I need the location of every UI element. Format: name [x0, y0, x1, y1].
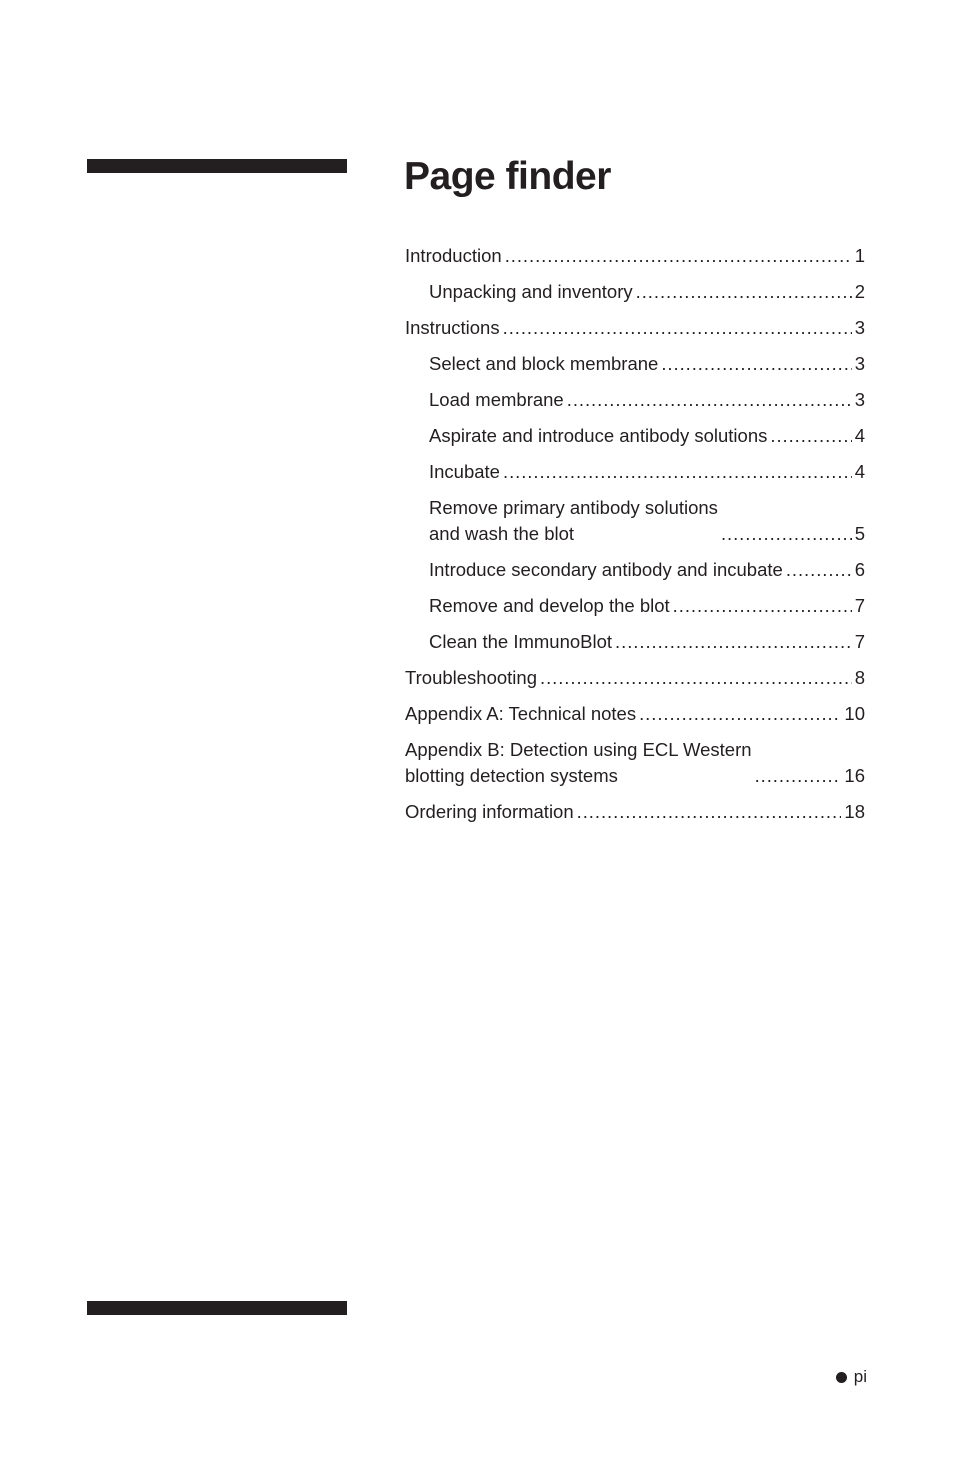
toc-leader-dots: [755, 763, 842, 789]
toc-leader-dots: [503, 459, 852, 485]
toc-item-load-membrane[interactable]: [405, 387, 865, 413]
footer-page-number: pi: [853, 1367, 867, 1386]
toc-page-number: 4: [854, 461, 865, 482]
toc-item-label-line2: blotting detection systems: [405, 765, 618, 786]
toc-item-incubate[interactable]: [405, 459, 865, 485]
toc-item-label: Remove primary antibody solutions: [429, 497, 718, 518]
toc-leader-dots: [639, 701, 841, 727]
toc-leader-dots: [540, 665, 852, 691]
toc-item-introduction[interactable]: [405, 243, 865, 269]
toc-page-number: 1: [854, 245, 865, 266]
toc-page-number: 7: [854, 595, 865, 616]
toc-item-appendix-a[interactable]: [405, 701, 865, 727]
toc-leader-dots: [673, 593, 852, 619]
toc-page-number: 16: [844, 765, 865, 786]
toc-item-troubleshooting[interactable]: [405, 665, 865, 691]
toc-leader-dots: [505, 243, 852, 269]
toc-item-label: Load membrane: [429, 389, 564, 410]
toc-page-number: 7: [854, 631, 865, 652]
toc-leader-dots: [567, 387, 852, 413]
bullet-icon: [836, 1372, 847, 1383]
toc-item-label: Unpacking and inventory: [429, 281, 633, 302]
toc-page-number: 8: [854, 667, 865, 688]
toc-item-select-block[interactable]: [405, 351, 865, 377]
toc-item-label: Introduce secondary antibody and incubate: [429, 559, 783, 580]
toc-page-number: 3: [854, 353, 865, 374]
page-footer: [836, 1366, 867, 1388]
toc-leader-dots: [577, 799, 842, 825]
toc-page-number: 6: [854, 559, 865, 580]
toc-item-label: Instructions: [405, 317, 500, 338]
toc-leader-dots: [786, 557, 852, 583]
top-rule: [87, 159, 347, 173]
toc-page-number: 3: [854, 317, 865, 338]
toc-page-number: 5: [854, 523, 865, 544]
toc-page-number: 3: [854, 389, 865, 410]
toc-item-instructions[interactable]: [405, 315, 865, 341]
toc-leader-dots: [770, 423, 851, 449]
toc-item-remove-primary[interactable]: [405, 495, 865, 547]
toc-item-clean[interactable]: [405, 629, 865, 655]
toc-page-number: 4: [854, 425, 865, 446]
toc-leader-dots: [661, 351, 851, 377]
toc-page-number: 18: [844, 801, 865, 822]
toc-item-label: Appendix A: Technical notes: [405, 703, 637, 724]
toc-item-label: Remove and develop the blot: [429, 595, 670, 616]
toc-item-label: Introduction: [405, 245, 502, 266]
table-of-contents: [405, 243, 865, 835]
page-title: Page finder: [404, 155, 611, 198]
toc-leader-dots: [615, 629, 852, 655]
toc-item-unpacking[interactable]: [405, 279, 865, 305]
bottom-rule: [87, 1301, 347, 1315]
toc-item-label: Troubleshooting: [405, 667, 537, 688]
toc-item-aspirate[interactable]: [405, 423, 865, 449]
toc-item-secondary-antibody[interactable]: [405, 557, 865, 583]
toc-page-number: 10: [844, 703, 865, 724]
toc-item-appendix-b[interactable]: [405, 737, 865, 789]
toc-leader-dots: [721, 521, 852, 547]
toc-item-ordering[interactable]: [405, 799, 865, 825]
toc-item-label: Appendix B: Detection using ECL Western: [405, 739, 752, 760]
toc-item-label-line2: and wash the blot: [429, 523, 575, 544]
toc-item-label: Clean the ImmunoBlot: [429, 631, 613, 652]
toc-leader-dots: [503, 315, 852, 341]
toc-item-label: Select and block membrane: [429, 353, 659, 374]
toc-item-label: Aspirate and introduce antibody solutions: [429, 425, 768, 446]
toc-item-label: Ordering information: [405, 801, 574, 822]
toc-leader-dots: [636, 279, 852, 305]
toc-item-remove-develop[interactable]: [405, 593, 865, 619]
toc-page-number: 2: [854, 281, 865, 302]
toc-item-label: Incubate: [429, 461, 500, 482]
